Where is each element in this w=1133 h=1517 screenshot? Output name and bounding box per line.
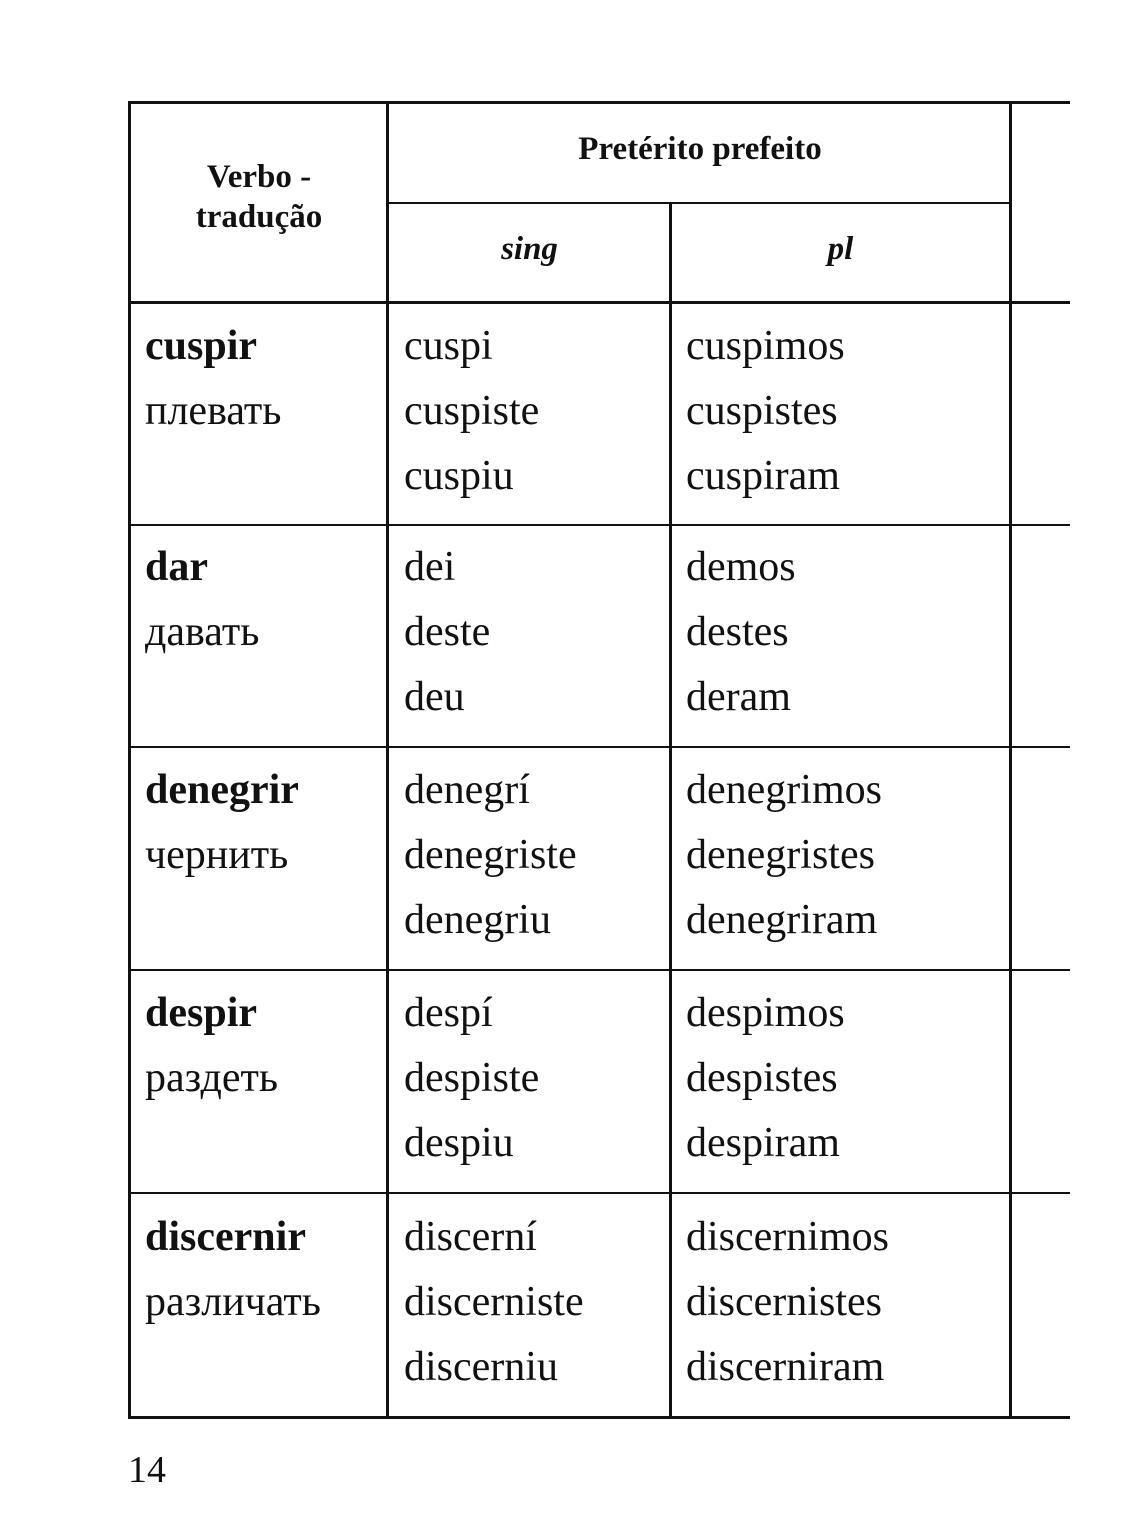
row-divider (128, 746, 1070, 748)
sing-form: denegriu (404, 897, 551, 943)
verb-translation: давать (145, 609, 260, 655)
pl-forms-cell (686, 314, 845, 509)
verb-infinitive: discernir (145, 1214, 306, 1260)
pl-forms-cell (686, 758, 882, 953)
sing-form: deu (404, 674, 465, 720)
verb-infinitive: despir (145, 990, 258, 1036)
row-divider (128, 524, 1070, 526)
verb-column-divider (386, 101, 389, 1419)
pl-form: denegrimos (686, 767, 882, 813)
sing-form: cuspi (404, 323, 493, 369)
verb-translation: плевать (145, 388, 282, 434)
sing-form: despiste (404, 1055, 540, 1101)
verb-infinitive: cuspir (145, 323, 258, 369)
sing-form: cuspiste (404, 388, 540, 434)
sing-form: despí (404, 990, 493, 1036)
verb-translation: чернить (145, 832, 289, 878)
header-translation-label: tradução (195, 199, 323, 235)
verb-translation: раздеть (145, 1055, 278, 1101)
pl-forms-cell (686, 981, 845, 1176)
verb-translation: различать (145, 1279, 321, 1325)
pl-form: despimos (686, 990, 845, 1036)
verb-cell (145, 535, 259, 665)
pl-form: demos (686, 544, 796, 590)
sing-form: discerniu (404, 1344, 558, 1390)
sing-form: cuspiu (404, 453, 514, 499)
pl-form: destes (686, 609, 789, 655)
header-sing: sing (501, 231, 558, 267)
pl-form: denegristes (686, 832, 875, 878)
header-verb-translation (148, 157, 370, 237)
header-bottom-border (128, 301, 1070, 304)
sing-form: denegrí (404, 767, 530, 813)
header-pl: pl (827, 231, 854, 267)
verb-cell (145, 758, 299, 888)
sing-form: discerniste (404, 1279, 584, 1325)
verb-cell (145, 1205, 321, 1335)
sing-forms-cell (404, 758, 577, 953)
pl-form: cuspistes (686, 388, 838, 434)
sing-form: discerní (404, 1214, 537, 1260)
conjugation-table (128, 101, 1070, 1419)
verb-cell (145, 314, 281, 444)
sing-pl-divider (669, 202, 672, 1419)
row-divider (128, 1192, 1070, 1194)
header-verb-label: Verbo - (206, 159, 312, 195)
pl-form: cuspiram (686, 453, 840, 499)
sing-forms-cell (404, 1205, 584, 1400)
table-left-border (128, 101, 131, 1419)
pl-forms-cell (686, 535, 796, 730)
pl-form: deram (686, 674, 791, 720)
pl-column-right-border (1009, 101, 1012, 1419)
pl-form: discernistes (686, 1279, 882, 1325)
sing-form: dei (404, 544, 456, 590)
sing-form: despiu (404, 1120, 514, 1166)
sing-forms-cell (404, 535, 490, 730)
pl-form: despistes (686, 1055, 838, 1101)
header-preterite-group: Pretérito prefeito (578, 131, 822, 167)
verb-infinitive: dar (145, 544, 208, 590)
pl-form: discerniram (686, 1344, 885, 1390)
pl-form: denegriram (686, 897, 878, 943)
verb-infinitive: denegrir (145, 767, 299, 813)
sing-forms-cell (404, 314, 539, 509)
verb-cell (145, 981, 278, 1111)
sing-form: denegriste (404, 832, 577, 878)
sing-form: deste (404, 609, 491, 655)
row-divider (128, 969, 1070, 971)
table-bottom-border (128, 1416, 1070, 1419)
header-group-divider (388, 202, 1011, 204)
pl-form: despiram (686, 1120, 840, 1166)
pl-forms-cell (686, 1205, 889, 1400)
page-number: 14 (128, 1449, 166, 1491)
pl-form: cuspimos (686, 323, 845, 369)
table-top-border (128, 101, 1070, 104)
pl-form: discernimos (686, 1214, 889, 1260)
sing-forms-cell (404, 981, 539, 1176)
